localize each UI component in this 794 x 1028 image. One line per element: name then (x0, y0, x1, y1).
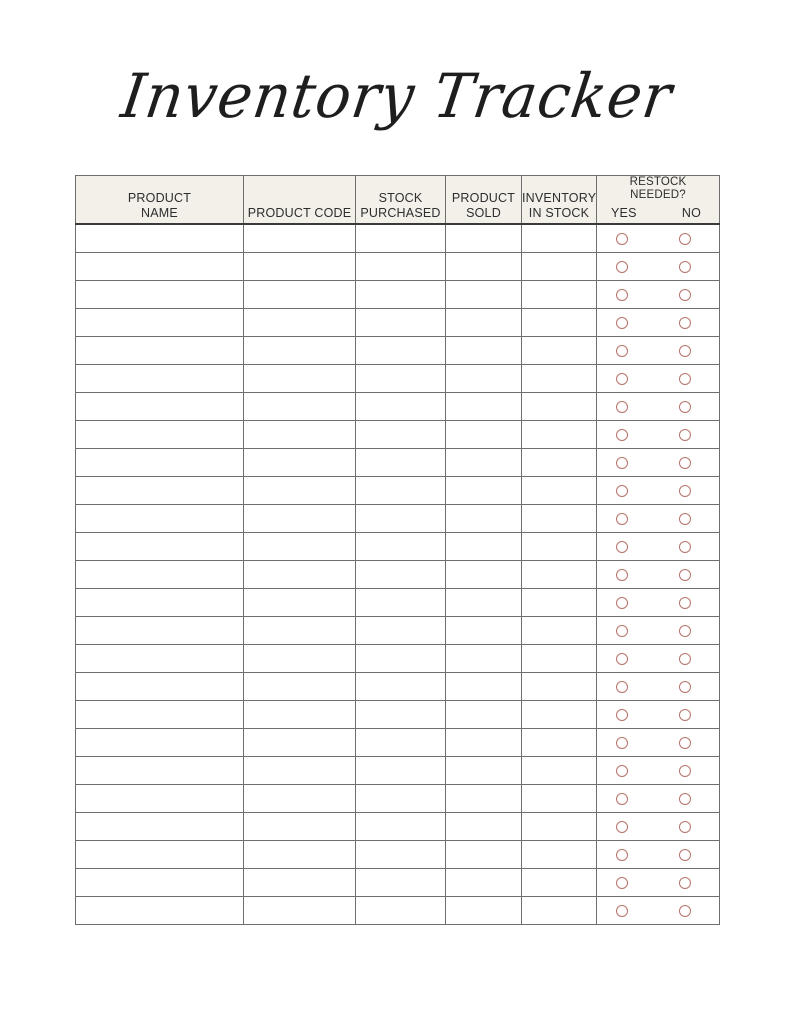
product-name-cell[interactable] (76, 224, 244, 253)
restock-no-radio[interactable] (679, 849, 691, 861)
stock-purchased-cell[interactable] (356, 365, 446, 393)
inventory-in-stock-cell[interactable] (522, 561, 597, 589)
restock-cell (597, 393, 720, 421)
product-sold-cell[interactable] (446, 477, 522, 505)
restock-yes-radio[interactable] (616, 681, 628, 693)
product-name-cell[interactable] (76, 617, 244, 645)
header-inventory-line1: INVENTORY (522, 191, 597, 205)
inventory-in-stock-cell[interactable] (522, 365, 597, 393)
product-code-cell[interactable] (244, 841, 356, 869)
header-product-sold (446, 176, 522, 225)
product-name-cell[interactable] (76, 645, 244, 673)
stock-purchased-cell[interactable] (356, 673, 446, 701)
stock-purchased-cell[interactable] (356, 253, 446, 281)
table-row (76, 253, 720, 281)
inventory-in-stock-cell[interactable] (522, 869, 597, 897)
stock-purchased-cell[interactable] (356, 645, 446, 673)
stock-purchased-cell[interactable] (356, 589, 446, 617)
product-code-cell[interactable] (244, 477, 356, 505)
restock-yes-radio[interactable] (616, 317, 628, 329)
product-name-cell[interactable] (76, 281, 244, 309)
product-sold-cell[interactable] (446, 421, 522, 449)
stock-purchased-cell[interactable] (356, 393, 446, 421)
stock-purchased-cell[interactable] (356, 869, 446, 897)
product-code-cell[interactable] (244, 645, 356, 673)
inventory-in-stock-cell[interactable] (522, 281, 597, 309)
restock-yes-radio[interactable] (616, 345, 628, 357)
restock-options (597, 281, 719, 308)
product-sold-cell[interactable] (446, 729, 522, 757)
restock-cell (597, 253, 720, 281)
inventory-in-stock-cell[interactable] (522, 589, 597, 617)
product-sold-cell[interactable] (446, 533, 522, 561)
restock-cell (597, 365, 720, 393)
restock-options (597, 645, 719, 672)
restock-yes-radio[interactable] (616, 569, 628, 581)
table-row (76, 281, 720, 309)
product-code-cell[interactable] (244, 813, 356, 841)
restock-yes-radio[interactable] (616, 737, 628, 749)
product-name-cell[interactable] (76, 785, 244, 813)
header-inventory-in-stock (522, 176, 597, 225)
stock-purchased-cell[interactable] (356, 281, 446, 309)
table-row (76, 785, 720, 813)
product-name-cell[interactable] (76, 477, 244, 505)
restock-options (597, 561, 719, 588)
restock-no-radio[interactable] (679, 737, 691, 749)
inventory-in-stock-cell[interactable] (522, 785, 597, 813)
product-name-cell[interactable] (76, 729, 244, 757)
stock-purchased-cell[interactable] (356, 841, 446, 869)
inventory-in-stock-cell[interactable] (522, 393, 597, 421)
stock-purchased-cell[interactable] (356, 617, 446, 645)
page-title: Inventory Tracker (117, 60, 677, 132)
product-code-cell[interactable] (244, 281, 356, 309)
header-product-name (76, 176, 244, 225)
header-product-sold-line1: PRODUCT (451, 191, 516, 205)
restock-options (597, 337, 719, 364)
inventory-in-stock-cell[interactable] (522, 897, 597, 925)
inventory-in-stock-cell[interactable] (522, 757, 597, 785)
restock-no-radio[interactable] (679, 373, 691, 385)
table-row (76, 701, 720, 729)
restock-options (597, 729, 719, 756)
restock-yes-radio[interactable] (616, 485, 628, 497)
product-sold-cell[interactable] (446, 841, 522, 869)
restock-yes-label: YES (611, 206, 637, 220)
restock-no-radio[interactable] (679, 905, 691, 917)
product-sold-cell[interactable] (446, 224, 522, 253)
product-name-cell[interactable] (76, 701, 244, 729)
table-row (76, 505, 720, 533)
restock-cell (597, 281, 720, 309)
restock-cell (597, 869, 720, 897)
product-sold-cell[interactable] (446, 869, 522, 897)
restock-options (597, 841, 719, 868)
restock-options (597, 813, 719, 840)
table-row (76, 421, 720, 449)
restock-options (597, 701, 719, 728)
product-sold-cell[interactable] (446, 561, 522, 589)
header-row (76, 176, 720, 225)
table-row (76, 393, 720, 421)
inventory-in-stock-cell[interactable] (522, 253, 597, 281)
header-stock-purchased-line1: STOCK (378, 191, 423, 205)
restock-no-radio[interactable] (679, 345, 691, 357)
stock-purchased-cell[interactable] (356, 477, 446, 505)
product-sold-cell[interactable] (446, 365, 522, 393)
product-code-cell[interactable] (244, 253, 356, 281)
header-stock-purchased-line2: PURCHASED (360, 206, 441, 220)
product-code-cell[interactable] (244, 729, 356, 757)
header-inventory-line2: IN STOCK (528, 206, 590, 220)
stock-purchased-cell[interactable] (356, 309, 446, 337)
product-sold-cell[interactable] (446, 673, 522, 701)
restock-yes-no-labels (597, 202, 719, 221)
restock-no-radio[interactable] (679, 597, 691, 609)
restock-no-radio[interactable] (679, 877, 691, 889)
product-sold-cell[interactable] (446, 701, 522, 729)
restock-cell (597, 561, 720, 589)
product-sold-cell[interactable] (446, 505, 522, 533)
inventory-in-stock-cell[interactable] (522, 421, 597, 449)
restock-no-radio[interactable] (679, 765, 691, 777)
restock-no-radio[interactable] (679, 289, 691, 301)
restock-yes-radio[interactable] (616, 401, 628, 413)
stock-purchased-cell[interactable] (356, 533, 446, 561)
product-name-cell[interactable] (76, 757, 244, 785)
stock-purchased-cell[interactable] (356, 421, 446, 449)
table-row (76, 869, 720, 897)
restock-cell (597, 533, 720, 561)
header-restock-needed (597, 176, 720, 225)
stock-purchased-cell[interactable] (356, 729, 446, 757)
restock-options (597, 309, 719, 336)
stock-purchased-cell[interactable] (356, 449, 446, 477)
inventory-in-stock-cell[interactable] (522, 449, 597, 477)
restock-no-radio[interactable] (679, 261, 691, 273)
product-name-cell[interactable] (76, 589, 244, 617)
product-sold-cell[interactable] (446, 813, 522, 841)
stock-purchased-cell[interactable] (356, 701, 446, 729)
inventory-in-stock-cell[interactable] (522, 309, 597, 337)
stock-purchased-cell[interactable] (356, 897, 446, 925)
table-row (76, 337, 720, 365)
restock-options (597, 253, 719, 280)
restock-no-radio[interactable] (679, 793, 691, 805)
restock-yes-radio[interactable] (616, 373, 628, 385)
table-row (76, 645, 720, 673)
restock-options (597, 421, 719, 448)
restock-cell (597, 224, 720, 253)
product-sold-cell[interactable] (446, 449, 522, 477)
restock-options (597, 505, 719, 532)
inventory-in-stock-cell[interactable] (522, 841, 597, 869)
table-row (76, 897, 720, 925)
product-sold-cell[interactable] (446, 785, 522, 813)
product-name-cell[interactable] (76, 505, 244, 533)
header-product-code (244, 176, 356, 225)
restock-yes-radio[interactable] (616, 233, 628, 245)
restock-no-radio[interactable] (679, 485, 691, 497)
product-name-cell[interactable] (76, 841, 244, 869)
restock-cell (597, 897, 720, 925)
restock-options (597, 673, 719, 700)
product-name-cell[interactable] (76, 533, 244, 561)
restock-yes-radio[interactable] (616, 429, 628, 441)
restock-yes-radio[interactable] (616, 513, 628, 525)
header-restock-line2: NEEDED? (630, 189, 686, 201)
product-code-cell[interactable] (244, 897, 356, 925)
restock-yes-radio[interactable] (616, 849, 628, 861)
inventory-in-stock-cell[interactable] (522, 701, 597, 729)
restock-options (597, 869, 719, 896)
table-row (76, 224, 720, 253)
restock-cell (597, 589, 720, 617)
product-code-cell[interactable] (244, 757, 356, 785)
product-name-cell[interactable] (76, 813, 244, 841)
stock-purchased-cell[interactable] (356, 785, 446, 813)
product-name-cell[interactable] (76, 869, 244, 897)
table-row (76, 533, 720, 561)
table-row (76, 589, 720, 617)
product-code-cell[interactable] (244, 561, 356, 589)
product-code-cell[interactable] (244, 505, 356, 533)
header-product-sold-line2: SOLD (466, 206, 501, 220)
restock-yes-radio[interactable] (616, 905, 628, 917)
product-sold-cell[interactable] (446, 253, 522, 281)
restock-no-label: NO (681, 206, 701, 220)
restock-no-radio[interactable] (679, 569, 691, 581)
restock-cell (597, 449, 720, 477)
table-row (76, 673, 720, 701)
product-name-cell[interactable] (76, 897, 244, 925)
product-code-cell[interactable] (244, 421, 356, 449)
restock-cell (597, 701, 720, 729)
restock-yes-radio[interactable] (616, 877, 628, 889)
product-sold-cell[interactable] (446, 617, 522, 645)
restock-cell (597, 645, 720, 673)
inventory-in-stock-cell[interactable] (522, 477, 597, 505)
product-sold-cell[interactable] (446, 309, 522, 337)
inventory-in-stock-cell[interactable] (522, 813, 597, 841)
restock-options (597, 785, 719, 812)
restock-options (597, 225, 719, 252)
product-sold-cell[interactable] (446, 589, 522, 617)
product-sold-cell[interactable] (446, 281, 522, 309)
product-name-cell[interactable] (76, 393, 244, 421)
product-code-cell[interactable] (244, 309, 356, 337)
restock-cell (597, 421, 720, 449)
stock-purchased-cell[interactable] (356, 813, 446, 841)
restock-yes-radio[interactable] (616, 261, 628, 273)
product-sold-cell[interactable] (446, 645, 522, 673)
inventory-in-stock-cell[interactable] (522, 673, 597, 701)
restock-yes-radio[interactable] (616, 541, 628, 553)
product-code-cell[interactable] (244, 533, 356, 561)
product-code-cell[interactable] (244, 449, 356, 477)
table-row (76, 617, 720, 645)
restock-cell (597, 813, 720, 841)
restock-yes-radio[interactable] (616, 653, 628, 665)
inventory-in-stock-cell[interactable] (522, 645, 597, 673)
product-sold-cell[interactable] (446, 757, 522, 785)
restock-yes-radio[interactable] (616, 625, 628, 637)
restock-cell (597, 477, 720, 505)
restock-no-radio[interactable] (679, 541, 691, 553)
inventory-in-stock-cell[interactable] (522, 224, 597, 253)
restock-options (597, 897, 719, 924)
table-row (76, 561, 720, 589)
restock-cell (597, 309, 720, 337)
table-row (76, 729, 720, 757)
product-code-cell[interactable] (244, 337, 356, 365)
product-code-cell[interactable] (244, 589, 356, 617)
header-product-name-line1: PRODUCT (127, 191, 192, 205)
inventory-in-stock-cell[interactable] (522, 505, 597, 533)
restock-options (597, 617, 719, 644)
table-row (76, 757, 720, 785)
restock-no-radio[interactable] (679, 457, 691, 469)
restock-cell (597, 673, 720, 701)
restock-options (597, 757, 719, 784)
restock-cell (597, 617, 720, 645)
product-name-cell[interactable] (76, 309, 244, 337)
inventory-in-stock-cell[interactable] (522, 729, 597, 757)
table-row (76, 813, 720, 841)
product-code-cell[interactable] (244, 869, 356, 897)
product-name-cell[interactable] (76, 365, 244, 393)
inventory-in-stock-cell[interactable] (522, 337, 597, 365)
product-code-cell[interactable] (244, 224, 356, 253)
restock-options (597, 533, 719, 560)
header-restock-line1: RESTOCK (629, 176, 687, 188)
table-row (76, 365, 720, 393)
product-name-cell[interactable] (76, 561, 244, 589)
restock-no-radio[interactable] (679, 821, 691, 833)
inventory-table (75, 175, 720, 925)
stock-purchased-cell[interactable] (356, 505, 446, 533)
stock-purchased-cell[interactable] (356, 561, 446, 589)
inventory-in-stock-cell[interactable] (522, 617, 597, 645)
product-code-cell[interactable] (244, 673, 356, 701)
restock-yes-radio[interactable] (616, 289, 628, 301)
restock-options (597, 477, 719, 504)
restock-yes-radio[interactable] (616, 793, 628, 805)
restock-no-radio[interactable] (679, 625, 691, 637)
restock-no-radio[interactable] (679, 317, 691, 329)
table-row (76, 309, 720, 337)
product-name-cell[interactable] (76, 337, 244, 365)
restock-yes-radio[interactable] (616, 709, 628, 721)
restock-options (597, 365, 719, 392)
restock-cell (597, 757, 720, 785)
restock-no-radio[interactable] (679, 681, 691, 693)
restock-no-radio[interactable] (679, 429, 691, 441)
product-sold-cell[interactable] (446, 897, 522, 925)
product-name-cell[interactable] (76, 253, 244, 281)
restock-no-radio[interactable] (679, 233, 691, 245)
stock-purchased-cell[interactable] (356, 757, 446, 785)
table-body (76, 224, 720, 925)
product-code-cell[interactable] (244, 365, 356, 393)
restock-cell (597, 785, 720, 813)
header-stock-purchased (356, 176, 446, 225)
stock-purchased-cell[interactable] (356, 337, 446, 365)
restock-no-radio[interactable] (679, 709, 691, 721)
header-product-name-line2: NAME (141, 206, 178, 220)
table-row (76, 841, 720, 869)
product-code-cell[interactable] (244, 785, 356, 813)
restock-yes-radio[interactable] (616, 765, 628, 777)
table-row (76, 449, 720, 477)
product-sold-cell[interactable] (446, 337, 522, 365)
stock-purchased-cell[interactable] (356, 224, 446, 253)
restock-options (597, 589, 719, 616)
product-name-cell[interactable] (76, 449, 244, 477)
inventory-in-stock-cell[interactable] (522, 533, 597, 561)
restock-cell (597, 729, 720, 757)
product-name-cell[interactable] (76, 673, 244, 701)
restock-yes-radio[interactable] (616, 457, 628, 469)
restock-cell (597, 505, 720, 533)
restock-no-radio[interactable] (679, 401, 691, 413)
restock-cell (597, 337, 720, 365)
product-code-cell[interactable] (244, 393, 356, 421)
table-row (76, 477, 720, 505)
restock-no-radio[interactable] (679, 653, 691, 665)
header-product-code-line1: PRODUCT CODE (247, 206, 352, 220)
product-sold-cell[interactable] (446, 393, 522, 421)
product-code-cell[interactable] (244, 617, 356, 645)
restock-yes-radio[interactable] (616, 821, 628, 833)
restock-no-radio[interactable] (679, 513, 691, 525)
restock-options (597, 393, 719, 420)
restock-cell (597, 841, 720, 869)
product-name-cell[interactable] (76, 421, 244, 449)
restock-options (597, 449, 719, 476)
restock-yes-radio[interactable] (616, 597, 628, 609)
product-code-cell[interactable] (244, 701, 356, 729)
